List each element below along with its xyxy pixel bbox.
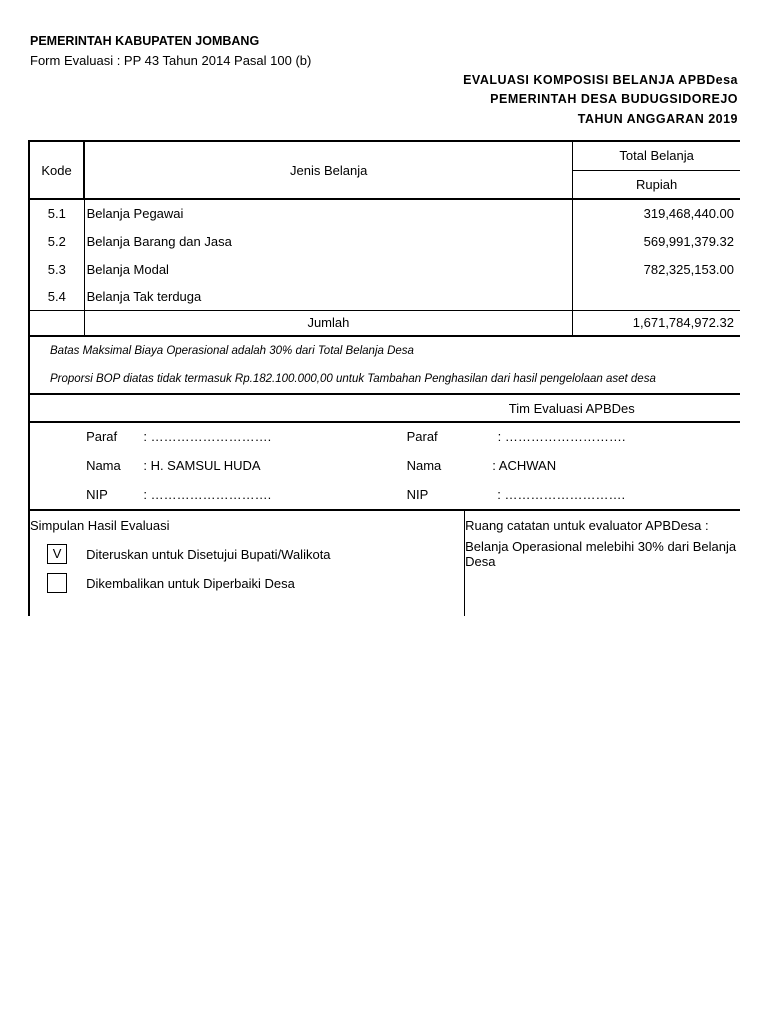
table-row	[29, 283, 740, 310]
evaluation-form	[28, 140, 740, 616]
simpulan-title: Simpulan Hasil Evaluasi	[29, 510, 465, 539]
nip-dots-right: : ……………………….	[497, 487, 626, 502]
paraf-label-right: Paraf	[406, 429, 438, 444]
row-kode: 5.3	[29, 255, 84, 283]
paraf-dots-left: : ……………………….	[143, 429, 272, 444]
tim-evaluasi-title	[29, 394, 635, 422]
option-dikembalikan-label: Dikembalikan untuk Diperbaiki Desa	[84, 569, 465, 597]
nama-label-right: Nama	[406, 457, 442, 473]
table-row	[29, 227, 740, 255]
row-nilai: 569,991,379.32	[643, 233, 734, 249]
paraf-dots-right: : ……………………….	[497, 429, 626, 444]
jumlah-value: 1,671,784,972.32	[573, 310, 740, 336]
doc-title	[438, 73, 738, 87]
nip-right	[406, 480, 740, 510]
jumlah-label: Jumlah	[84, 310, 573, 336]
paraf-label-left: Paraf	[86, 429, 118, 444]
nama-value-right: : ACHWAN	[492, 457, 557, 473]
nip-label-left: NIP	[84, 480, 286, 510]
row-jenis: Belanja Modal	[84, 255, 573, 283]
note-batas: Batas Maksimal Biaya Operasional adalah 30% dari Total Belanja Desa	[29, 336, 740, 365]
row-kode: 5.2	[29, 227, 84, 255]
col-total-header: Total Belanja	[573, 141, 740, 170]
checkbox-diteruskan[interactable]: V	[47, 544, 67, 564]
note-proporsi: Proporsi BOP diatas tidak termasuk Rp.182.100.000,00 untuk Tambahan Penghasilan dari hasil pengelolaan aset desa	[29, 365, 740, 394]
row-kode: 5.1	[29, 199, 84, 227]
nip-dots-left: : ……………………….	[143, 487, 272, 502]
fiscal-year-title: TAHUN ANGGARAN 2019	[577, 112, 738, 126]
jumlah-row	[29, 310, 740, 336]
row-jenis: Belanja Pegawai	[84, 199, 573, 227]
table-row	[29, 199, 740, 227]
tim-evaluasi-title-text: Tim Evaluasi APBDes	[508, 400, 635, 416]
form-reference: Form Evaluasi : PP 43 Tahun 2014 Pasal 100 (b)	[30, 53, 312, 68]
row-nilai	[573, 283, 740, 310]
village-title	[438, 92, 738, 106]
row-nilai: 319,468,440.00	[643, 206, 734, 221]
checkbox-dikembalikan[interactable]	[47, 573, 67, 593]
col-kode-header: Kode	[29, 141, 84, 199]
nip-value-left	[143, 480, 464, 510]
row-nilai: 782,325,153.00	[643, 261, 734, 277]
row-jenis: Belanja Barang dan Jasa	[84, 227, 573, 255]
nama-dots-left: : H. SAMSUL HUDA	[143, 457, 261, 473]
belanja-table	[28, 140, 740, 616]
jumlah-empty-cell	[29, 310, 84, 336]
nip-label-right: NIP	[406, 487, 429, 502]
row-kode: 5.4	[29, 283, 84, 310]
col-rupiah-header: Rupiah	[573, 170, 740, 199]
doc-title-text: EVALUASI KOMPOSISI BELANJA APBDesa	[463, 73, 738, 87]
org-name: PEMERINTAH KABUPATEN JOMBANG	[30, 34, 260, 48]
nama-right	[406, 450, 740, 480]
col-jenis-header: Jenis Belanja	[84, 141, 573, 199]
paraf-right	[406, 422, 740, 450]
option-diteruskan-label: Diteruskan untuk Disetujui Bupati/Walikota	[84, 539, 465, 569]
checkbox-diteruskan-cell	[29, 539, 84, 569]
catatan-text: Belanja Operasional melebihi 30% dari Belanja Desa	[465, 539, 737, 569]
checkbox-dikembalikan-cell	[29, 569, 84, 597]
table-row	[29, 255, 740, 283]
village-title-text: PEMERINTAH DESA BUDUGSIDOREJO	[490, 92, 738, 106]
catatan-title: Ruang catatan untuk evaluator APBDesa :	[465, 517, 709, 533]
nama-label-left: Nama	[86, 457, 121, 473]
row-jenis: Belanja Tak terduga	[84, 283, 573, 310]
